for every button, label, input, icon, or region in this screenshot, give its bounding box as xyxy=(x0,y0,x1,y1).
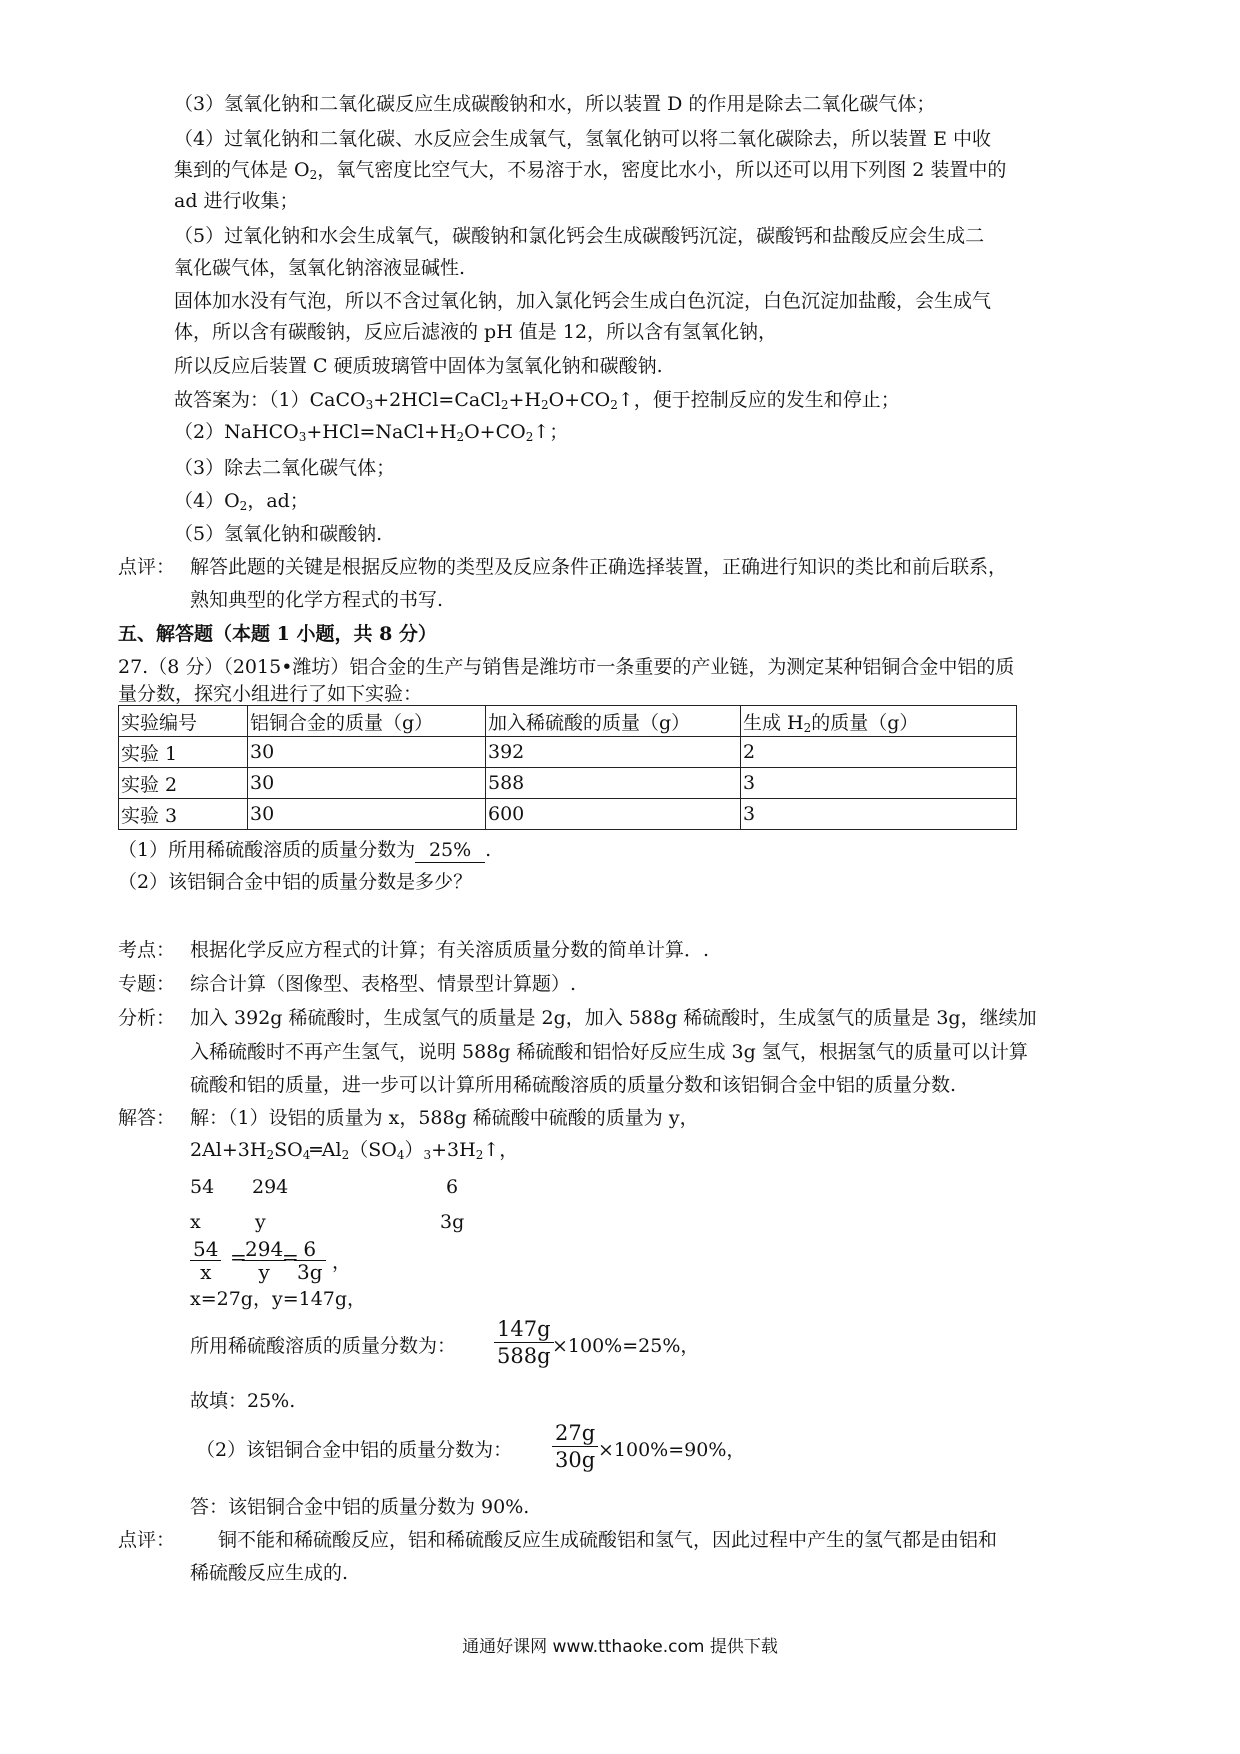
table-header-cell: 实验编号 xyxy=(119,706,248,737)
answer-line: $(2)NaHCO_3+HCl=NaCl+H_2O+CO_2↑$； xyxy=(174,421,569,444)
answer-line: （5）氢氧化钠和碳酸钠. xyxy=(174,523,383,545)
variable: x xyxy=(190,1211,201,1233)
section-heading: 五、解答题（本题 1 小题，共 8 分） xyxy=(118,623,437,645)
final-answer: 答：该铝铜合金中铝的质量分数为 90%. xyxy=(190,1496,530,1518)
table-row xyxy=(119,799,1017,830)
experiment-table xyxy=(118,705,1017,830)
table-header-row xyxy=(119,706,1017,737)
table-cell: 30 xyxy=(248,768,486,799)
table-cell: 600 xyxy=(486,799,741,830)
table-cell: 30 xyxy=(248,799,486,830)
table-cell: 30 xyxy=(248,737,486,768)
comment-label: 点评： xyxy=(118,556,176,578)
subquestion-1: （1）所用稀硫酸溶质的质量分数为 25% . xyxy=(118,839,492,861)
calc-result: ×100%=90%， xyxy=(598,1439,746,1461)
comma: ， xyxy=(332,1251,352,1273)
comment-text: 解答此题的关键是根据反应物的类型及反应条件正确选择装置，正确进行知识的类比和前后联系， xyxy=(190,556,1008,578)
text-line: 氧化碳气体，氢氧化钠溶液显碱性. xyxy=(174,257,466,279)
text-line: 所以反应后装置 C 硬质玻璃管中固体为氢氧化钠和碳酸钠. xyxy=(174,355,663,377)
subquestion-2: （2）该铝铜合金中铝的质量分数是多少？ xyxy=(118,871,473,893)
answer-line: $(4)O_2$，ad； xyxy=(174,490,309,513)
question-text: 27.（8 分）（2015•潍坊）铝合金的生产与销售是潍坊市一条重要的产业链，为测定某种铝铜合金中铝的质 xyxy=(118,656,1015,678)
text-line: （3）氢氧化钠和二氧化碳反应生成碳酸钠和水，所以装置 D 的作用是除去二氧化碳气体； xyxy=(174,93,936,115)
equals-sign: = xyxy=(282,1245,299,1269)
fenxi-text: 入稀硫酸时不再产生氢气，说明 588g 稀硫酸和铝恰好反应生成 3g 氢气，根据氢气的质量可以计算 xyxy=(190,1041,1028,1063)
answer-blank: 25% xyxy=(415,838,485,863)
kaodian-text: 根据化学反应方程式的计算；有关溶质质量分数的简单计算．. xyxy=(190,939,710,961)
table-header-cell: 铝铜合金的质量（g） xyxy=(248,706,486,737)
table-header-cell: 加入稀硫酸的质量（g） xyxy=(486,706,741,737)
table-cell: 392 xyxy=(486,737,741,768)
text-line: 集到的气体是 $O_2$，氧气密度比空气大，不易溶于水，密度比水小，所以还可以用下列图 2 装置中的 xyxy=(174,159,1007,182)
variable: y xyxy=(255,1211,266,1233)
jieda-text: 解：（1）设铝的质量为 x，588g 稀硫酸中硫酸的质量为 y， xyxy=(190,1107,699,1129)
equals-sign: = xyxy=(230,1245,247,1269)
table-cell: 3 xyxy=(741,799,1017,830)
answer-line: （3）除去二氧化碳气体； xyxy=(174,457,396,479)
table-cell: 588 xyxy=(486,768,741,799)
answer-line: 故答案为：$(1)CaCO_3+2HCl=CaCl_2+H_2O+CO_2↑$，便于控制反应的发生和停止； xyxy=(174,389,900,412)
variable: 3g xyxy=(440,1211,465,1233)
zhuanti-label: 专题： xyxy=(118,973,176,995)
text-line: 体，所以含有碳酸钠，反应后滤液的 pH 值是 12，所以含有氢氧化钠， xyxy=(174,321,778,343)
zhuanti-text: 综合计算（图像型、表格型、情景型计算题）. xyxy=(190,973,577,995)
text-line: （5）过氧化钠和水会生成氧气，碳酸钠和氯化钙会生成碳酸钙沉淀，碳酸钙和盐酸反应会生成二 xyxy=(174,225,985,247)
table-row xyxy=(119,737,1017,768)
table-row xyxy=(119,768,1017,799)
calc-result: ×100%=25%， xyxy=(552,1335,700,1357)
calc-label: （2）该铝铜合金中铝的质量分数为： xyxy=(196,1439,513,1461)
proportion-fraction: $\frac{54}{x}$ xyxy=(190,1238,221,1283)
text-line: 固体加水没有气泡，所以不含过氧化钠，加入氯化钙会生成白色沉淀，白色沉淀加盐酸，会生成气 xyxy=(174,290,992,312)
molar-mass: 54 xyxy=(190,1176,215,1198)
text-line: （4）过氧化钠和二氧化碳、水反应会生成氧气，氢氧化钠可以将二氧化碳除去，所以装置 E 中收 xyxy=(174,128,992,150)
comment-text: 稀硫酸反应生成的. xyxy=(190,1562,349,1584)
molar-mass: 6 xyxy=(446,1176,459,1198)
comment-text: 熟知典型的化学方程式的书写. xyxy=(190,589,444,611)
calc-label: 所用稀硫酸溶质的质量分数为： xyxy=(190,1335,457,1357)
molar-mass: 294 xyxy=(252,1176,289,1198)
table-cell: 3 xyxy=(741,768,1017,799)
proportion-fraction: $\frac{294}{y}$ xyxy=(242,1238,286,1283)
fill-answer: 故填：25%. xyxy=(190,1390,296,1412)
fenxi-text: 硫酸和铝的质量，进一步可以计算所用稀硫酸溶质的质量分数和该铝铜合金中铝的质量分数. xyxy=(190,1074,957,1096)
fenxi-label: 分析： xyxy=(118,1007,176,1029)
comment-label: 点评： xyxy=(118,1529,176,1551)
fraction-27-30: $\frac{27g}{30g}$ xyxy=(552,1420,598,1473)
kaodian-label: 考点： xyxy=(118,939,176,961)
proportion-fraction: $\frac{6}{3g}$ xyxy=(294,1238,326,1283)
comment-text: 铜不能和稀硫酸反应，铝和稀硫酸反应生成硫酸铝和氢气，因此过程中产生的氢气都是由铝和 xyxy=(218,1529,998,1551)
question-text: 量分数，探究小组进行了如下实验： xyxy=(118,683,423,705)
fenxi-text: 加入 392g 稀硫酸时，生成氢气的质量是 2g，加入 588g 稀硫酸时，生成氢气的质量是 3g，继续加 xyxy=(190,1007,1037,1029)
table-cell: 实验 2 xyxy=(119,768,248,799)
result-line: x=27g，y=147g， xyxy=(190,1288,367,1310)
table-cell: 实验 3 xyxy=(119,799,248,830)
fraction-147-588: $\frac{147g}{588g}$ xyxy=(494,1316,554,1369)
table-cell: 实验 1 xyxy=(119,737,248,768)
chemical-equation: $2Al+3H_2SO_4═Al_2(SO_4)_3+3H_2↑$， xyxy=(190,1139,519,1162)
table-header-cell: 生成 $H_2$的质量（g） xyxy=(741,706,1017,737)
footer-watermark: 通通好课网 www.tthaoke.com 提供下载 xyxy=(462,1637,778,1657)
jieda-label: 解答： xyxy=(118,1107,176,1129)
text-line: ad 进行收集； xyxy=(174,190,299,212)
table-cell: 2 xyxy=(741,737,1017,768)
